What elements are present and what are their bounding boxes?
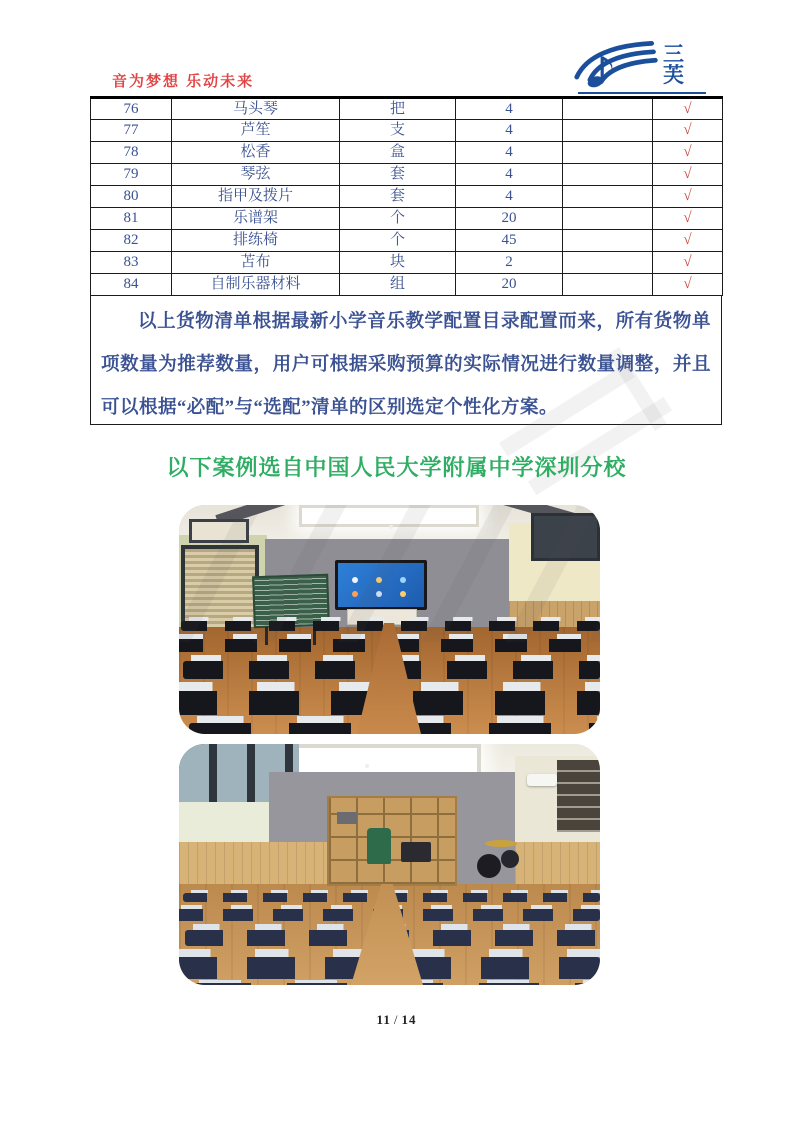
quantity-cell: 45: [456, 230, 563, 252]
item-name-cell: 芦笙: [172, 120, 340, 142]
check-mark-cell: √: [653, 186, 723, 208]
classroom-photo-2: [179, 744, 600, 985]
quantity-cell: 4: [456, 186, 563, 208]
row-number-cell: 82: [91, 230, 172, 252]
check-mark-cell: √: [653, 208, 723, 230]
note-cell: [563, 120, 653, 142]
check-mark-cell: √: [653, 230, 723, 252]
quantity-cell: 20: [456, 274, 563, 296]
logo-underline: [578, 92, 706, 94]
item-name-cell: 乐谱架: [172, 208, 340, 230]
interactive-screen: [335, 560, 427, 610]
quantity-cell: 4: [456, 120, 563, 142]
window: [557, 760, 600, 832]
check-mark-cell: √: [653, 252, 723, 274]
row-number-cell: 84: [91, 274, 172, 296]
row-number-cell: 83: [91, 252, 172, 274]
unit-cell: 把: [340, 98, 456, 120]
quantity-cell: 4: [456, 164, 563, 186]
drum-set: [501, 850, 519, 868]
table-row: [91, 142, 723, 164]
page-total: 14: [401, 1012, 417, 1027]
check-mark-cell: √: [653, 120, 723, 142]
note-cell: [563, 164, 653, 186]
note-cell: [563, 98, 653, 120]
item-name-cell: 琴弦: [172, 164, 340, 186]
note-cell: [563, 252, 653, 274]
music-note-wing-icon: [558, 36, 661, 92]
window: [531, 513, 600, 561]
table-row: [91, 164, 723, 186]
instrument-shelf: [327, 796, 457, 886]
unit-cell: 盒: [340, 142, 456, 164]
shelf-item: [401, 842, 431, 862]
air-conditioner: [527, 774, 557, 786]
note-box: [90, 296, 722, 425]
row-number-cell: 80: [91, 186, 172, 208]
unit-cell: 个: [340, 230, 456, 252]
table-row: [91, 274, 723, 296]
table-row: [91, 98, 723, 120]
unit-cell: 套: [340, 164, 456, 186]
quantity-cell: 4: [456, 98, 563, 120]
logo-text: 三芙: [663, 43, 688, 87]
page-separator: /: [393, 1012, 399, 1027]
drum-set: [477, 854, 501, 878]
equipment-table-body: [91, 98, 723, 296]
window: [189, 519, 249, 543]
row-number-cell: 81: [91, 208, 172, 230]
check-mark-cell: √: [653, 142, 723, 164]
page-current: 11: [376, 1012, 391, 1027]
item-name-cell: 苫布: [172, 252, 340, 274]
row-number-cell: 79: [91, 164, 172, 186]
shelf-item: [337, 812, 357, 824]
note-cell: [563, 274, 653, 296]
screen-app-icons: [352, 577, 358, 583]
table-row: [91, 120, 723, 142]
table-row: [91, 208, 723, 230]
table-row: [91, 252, 723, 274]
item-name-cell: 松香: [172, 142, 340, 164]
item-name-cell: 马头琴: [172, 98, 340, 120]
item-name-cell: 自制乐器材料: [172, 274, 340, 296]
drum-cymbal: [485, 840, 517, 847]
unit-cell: 支: [340, 120, 456, 142]
note-cell: [563, 230, 653, 252]
row-number-cell: 78: [91, 142, 172, 164]
shelf-item: [367, 828, 391, 864]
classroom-photo-1: [179, 505, 600, 734]
row-number-cell: 76: [91, 98, 172, 120]
unit-cell: 组: [340, 274, 456, 296]
header-slogan: 音为梦想 乐动未来: [112, 73, 255, 90]
row-number-cell: 77: [91, 120, 172, 142]
note-cell: [563, 208, 653, 230]
unit-cell: 块: [340, 252, 456, 274]
company-logo: [558, 36, 708, 92]
section-heading: 以下案例选自中国人民大学附属中学深圳分校: [166, 455, 627, 480]
item-name-cell: 指甲及拨片: [172, 186, 340, 208]
equipment-table: [90, 96, 723, 296]
note-text: 以上货物清单根据最新小学音乐教学配置目录配置而来，所有货物单项数量为推荐数量，用户可根据采购预算的实际情况进行数量调整，并且可以根据“必配”与“选配”清单的区别选定个性化方案。: [101, 312, 711, 418]
table-row: [91, 230, 723, 252]
note-cell: [563, 186, 653, 208]
page-number: [0, 1012, 793, 1028]
check-mark-cell: √: [653, 164, 723, 186]
unit-cell: 个: [340, 208, 456, 230]
check-mark-cell: √: [653, 274, 723, 296]
unit-cell: 套: [340, 186, 456, 208]
check-mark-cell: √: [653, 98, 723, 120]
table-row: [91, 186, 723, 208]
quantity-cell: 4: [456, 142, 563, 164]
quantity-cell: 2: [456, 252, 563, 274]
note-cell: [563, 142, 653, 164]
ceiling-light-panel: [299, 505, 479, 527]
quantity-cell: 20: [456, 208, 563, 230]
item-name-cell: 排练椅: [172, 230, 340, 252]
